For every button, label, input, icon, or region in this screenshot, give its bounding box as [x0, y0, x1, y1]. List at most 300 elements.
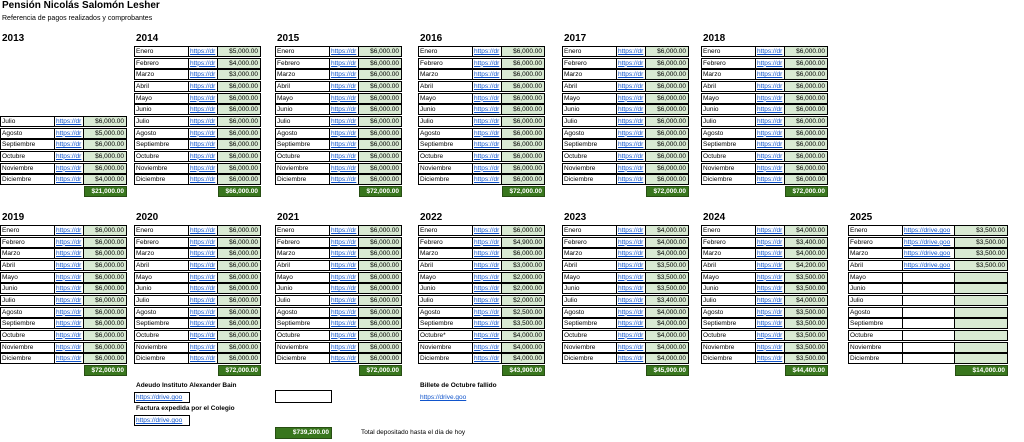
- receipt-link[interactable]: https://dr: [330, 260, 359, 271]
- receipt-link[interactable]: https://dr: [189, 93, 218, 104]
- month-cell: Marzo: [418, 248, 473, 259]
- month-cell: Octubre: [134, 151, 189, 162]
- amount-cell: $6,000.00: [359, 353, 402, 364]
- amount-cell: $6,000.00: [359, 174, 402, 185]
- receipt-link[interactable]: https://dr: [55, 318, 84, 329]
- receipt-link[interactable]: https://drive.goo: [903, 237, 955, 248]
- amount-cell: $6,000.00: [218, 353, 261, 364]
- receipt-link[interactable]: https://dr: [330, 295, 359, 306]
- receipt-link[interactable]: https://dr: [617, 116, 646, 127]
- receipt-link[interactable]: https://dr: [189, 58, 218, 69]
- month-cell: Julio: [418, 295, 473, 306]
- month-cell: Junio: [134, 104, 189, 115]
- amount-cell: $6,000.00: [502, 174, 545, 185]
- receipt-link[interactable]: https://dr: [330, 128, 359, 139]
- receipt-link[interactable]: https://dr: [473, 151, 502, 162]
- month-cell: Junio: [848, 283, 903, 294]
- receipt-link[interactable]: https://dr: [756, 225, 785, 236]
- month-cell: Diciembre: [0, 353, 55, 364]
- receipt-link[interactable]: https://dr: [617, 225, 646, 236]
- receipt-link[interactable]: https://dr: [189, 225, 218, 236]
- amount-cell: $6,000.00: [785, 81, 828, 92]
- month-cell: Octubre*: [418, 330, 473, 341]
- receipt-link[interactable]: https://dr: [756, 330, 785, 341]
- receipt-link[interactable]: [903, 307, 955, 318]
- receipt-link[interactable]: https://dr: [55, 248, 84, 259]
- month-cell: Mayo: [134, 93, 189, 104]
- receipt-link[interactable]: https://drive.goo: [903, 225, 955, 236]
- amount-cell: $6,000.00: [218, 81, 261, 92]
- grand-total-label: Total depositado hasta el día de hoy: [361, 429, 466, 436]
- receipt-link[interactable]: [903, 330, 955, 341]
- receipt-link[interactable]: https://dr: [473, 342, 502, 353]
- amount-cell: $6,000.00: [359, 295, 402, 306]
- receipt-link[interactable]: https://dr: [189, 69, 218, 80]
- amount-cell: $4,000.00: [646, 307, 689, 318]
- billete-label: Billete de Octubre fallido: [420, 382, 497, 389]
- receipt-link[interactable]: https://dr: [55, 330, 84, 341]
- month-cell: Junio: [275, 104, 330, 115]
- receipt-link[interactable]: https://dr: [617, 128, 646, 139]
- month-cell: Diciembre: [418, 174, 473, 185]
- month-cell: Noviembre: [134, 163, 189, 174]
- amount-cell: $4,000.00: [502, 353, 545, 364]
- amount-cell: $6,000.00: [84, 295, 127, 306]
- receipt-link[interactable]: https://dr: [617, 237, 646, 248]
- month-cell: Junio: [701, 104, 756, 115]
- receipt-link[interactable]: [903, 342, 955, 353]
- receipt-link[interactable]: https://dr: [330, 93, 359, 104]
- receipt-link[interactable]: https://dr: [617, 81, 646, 92]
- receipt-link[interactable]: https://dr: [756, 163, 785, 174]
- month-cell: Abril: [701, 260, 756, 271]
- receipt-link[interactable]: https://dr: [189, 318, 218, 329]
- month-cell: Septiembre: [562, 139, 617, 150]
- month-cell: Junio: [701, 283, 756, 294]
- receipt-link[interactable]: https://dr: [617, 248, 646, 259]
- amount-cell: $6,000.00: [359, 248, 402, 259]
- receipt-link[interactable]: https://dr: [617, 151, 646, 162]
- receipt-link[interactable]: https://dr: [189, 248, 218, 259]
- month-cell: Julio: [0, 116, 55, 127]
- receipt-link[interactable]: https://dr: [473, 104, 502, 115]
- receipt-link[interactable]: https://drive.goo: [903, 260, 955, 271]
- adeudo-link-cell[interactable]: [134, 392, 190, 403]
- receipt-link[interactable]: https://dr: [756, 46, 785, 57]
- receipt-link[interactable]: https://dr: [330, 69, 359, 80]
- month-cell: Agosto: [0, 307, 55, 318]
- receipt-link[interactable]: https://dr: [473, 174, 502, 185]
- receipt-link[interactable]: https://dr: [330, 58, 359, 69]
- receipt-link[interactable]: https://dr: [330, 225, 359, 236]
- receipt-link[interactable]: https://dr: [473, 295, 502, 306]
- receipt-link[interactable]: https://dr: [55, 237, 84, 248]
- amount-cell: $6,000.00: [646, 163, 689, 174]
- receipt-link[interactable]: https://dr: [756, 283, 785, 294]
- month-cell: Diciembre: [562, 174, 617, 185]
- year-heading-2019: 2019: [2, 212, 25, 223]
- year-heading-2015: 2015: [277, 33, 300, 44]
- receipt-link[interactable]: https://dr: [617, 46, 646, 57]
- receipt-link[interactable]: https://dr: [189, 307, 218, 318]
- receipt-link[interactable]: [903, 295, 955, 306]
- receipt-link[interactable]: https://dr: [473, 69, 502, 80]
- receipt-link[interactable]: https://dr: [189, 174, 218, 185]
- receipt-link[interactable]: https://dr: [756, 151, 785, 162]
- receipt-link[interactable]: https://dr: [756, 104, 785, 115]
- month-cell: Marzo: [134, 69, 189, 80]
- receipt-link[interactable]: https://dr: [473, 139, 502, 150]
- amount-cell: [955, 330, 1008, 341]
- receipt-link[interactable]: https://dr: [473, 318, 502, 329]
- receipt-link[interactable]: https://dr: [330, 81, 359, 92]
- amount-cell: $3,500.00: [955, 248, 1008, 259]
- amount-cell: $6,000.00: [218, 104, 261, 115]
- receipt-link[interactable]: https://dr: [189, 116, 218, 127]
- receipt-link[interactable]: https://dr: [189, 295, 218, 306]
- receipt-link[interactable]: https://dr: [330, 139, 359, 150]
- month-cell: Octubre: [275, 330, 330, 341]
- receipt-link[interactable]: https://dr: [330, 104, 359, 115]
- receipt-link[interactable]: https://dr: [55, 307, 84, 318]
- receipt-link[interactable]: https://dr: [756, 272, 785, 283]
- receipt-link[interactable]: https://dr: [55, 116, 84, 127]
- receipt-link[interactable]: https://dr: [189, 272, 218, 283]
- month-cell: Octubre: [848, 330, 903, 341]
- receipt-link[interactable]: https://dr: [756, 342, 785, 353]
- amount-cell: $6,000.00: [359, 260, 402, 271]
- receipt-link[interactable]: https://dr: [617, 139, 646, 150]
- amount-cell: $6,000.00: [785, 58, 828, 69]
- month-cell: Diciembre: [418, 353, 473, 364]
- amount-cell: $3,500.00: [955, 260, 1008, 271]
- month-cell: Noviembre: [562, 342, 617, 353]
- amount-cell: $6,000.00: [359, 128, 402, 139]
- amount-cell: $4,000.00: [646, 330, 689, 341]
- receipt-link[interactable]: https://dr: [330, 307, 359, 318]
- receipt-link[interactable]: [903, 318, 955, 329]
- receipt-link[interactable]: https://dr: [617, 330, 646, 341]
- receipt-link[interactable]: https://dr: [189, 237, 218, 248]
- receipt-link[interactable]: https://dr: [189, 104, 218, 115]
- receipt-link[interactable]: https://dr: [189, 151, 218, 162]
- amount-cell: $3,000.00: [218, 69, 261, 80]
- receipt-link[interactable]: https://dr: [330, 248, 359, 259]
- year-total-2018: $72,000.00: [785, 186, 828, 197]
- receipt-link[interactable]: https://dr: [330, 342, 359, 353]
- amount-cell: $4,000.00: [646, 342, 689, 353]
- receipt-link[interactable]: https://dr: [330, 116, 359, 127]
- month-cell: Agosto: [848, 307, 903, 318]
- month-cell: Marzo: [562, 69, 617, 80]
- receipt-link[interactable]: https://dr: [756, 93, 785, 104]
- receipt-link[interactable]: https://dr: [55, 260, 84, 271]
- receipt-link[interactable]: https://dr: [330, 174, 359, 185]
- amount-cell: $3,500.00: [646, 260, 689, 271]
- receipt-link[interactable]: https://dr: [473, 272, 502, 283]
- receipt-link[interactable]: [903, 283, 955, 294]
- amount-cell: $6,000.00: [646, 174, 689, 185]
- amount-cell: [955, 307, 1008, 318]
- month-cell: Febrero: [418, 237, 473, 248]
- receipt-link[interactable]: https://dr: [617, 272, 646, 283]
- amount-cell: $6,000.00: [502, 116, 545, 127]
- amount-cell: $6,000.00: [84, 260, 127, 271]
- month-cell: Junio: [275, 283, 330, 294]
- adeudo-link[interactable]: https://drive.goo: [136, 394, 183, 401]
- month-cell: Mayo: [848, 272, 903, 283]
- receipt-link[interactable]: https://dr: [330, 46, 359, 57]
- amount-cell: $6,000.00: [218, 225, 261, 236]
- amount-cell: $3,500.00: [785, 283, 828, 294]
- receipt-link[interactable]: https://dr: [617, 58, 646, 69]
- receipt-link[interactable]: https://dr: [473, 93, 502, 104]
- amount-cell: $6,000.00: [218, 272, 261, 283]
- receipt-link[interactable]: https://dr: [55, 342, 84, 353]
- receipt-link[interactable]: https://dr: [330, 163, 359, 174]
- receipt-link[interactable]: https://dr: [330, 283, 359, 294]
- receipt-link[interactable]: https://dr: [617, 69, 646, 80]
- receipt-link[interactable]: https://dr: [756, 237, 785, 248]
- factura-link[interactable]: https://drive.goo: [136, 417, 183, 424]
- receipt-link[interactable]: https://dr: [55, 139, 84, 150]
- amount-cell: $6,000.00: [359, 116, 402, 127]
- receipt-link[interactable]: https://dr: [756, 260, 785, 271]
- receipt-link[interactable]: https://dr: [756, 81, 785, 92]
- amount-cell: $6,000.00: [502, 139, 545, 150]
- amount-cell: [955, 318, 1008, 329]
- month-cell: Diciembre: [701, 353, 756, 364]
- receipt-link[interactable]: https://dr: [756, 318, 785, 329]
- receipt-link[interactable]: https://dr: [617, 295, 646, 306]
- year-heading-2025: 2025: [850, 212, 873, 223]
- receipt-link[interactable]: https://dr: [189, 139, 218, 150]
- year-total-2014: $66,000.00: [218, 186, 261, 197]
- amount-cell: $6,000.00: [218, 163, 261, 174]
- receipt-link[interactable]: https://dr: [617, 104, 646, 115]
- month-cell: Agosto: [701, 128, 756, 139]
- receipt-link[interactable]: https://dr: [756, 116, 785, 127]
- month-cell: Abril: [418, 81, 473, 92]
- amount-cell: $6,000.00: [218, 342, 261, 353]
- amount-cell: $6,000.00: [84, 318, 127, 329]
- month-cell: Abril: [418, 260, 473, 271]
- amount-cell: $6,000.00: [502, 163, 545, 174]
- month-cell: Mayo: [418, 93, 473, 104]
- amount-cell: $4,900.00: [502, 237, 545, 248]
- month-cell: Septiembre: [418, 139, 473, 150]
- receipt-link[interactable]: https://dr: [330, 330, 359, 341]
- month-cell: Marzo: [701, 248, 756, 259]
- amount-cell: $6,000.00: [502, 46, 545, 57]
- receipt-link[interactable]: https://dr: [756, 69, 785, 80]
- receipt-link[interactable]: https://dr: [617, 93, 646, 104]
- month-cell: Enero: [701, 225, 756, 236]
- receipt-link[interactable]: https://dr: [189, 283, 218, 294]
- receipt-link[interactable]: https://dr: [617, 283, 646, 294]
- year-heading-2014: 2014: [136, 33, 159, 44]
- year-total-2023: $45,900.00: [646, 365, 689, 376]
- amount-cell: $4,000.00: [785, 225, 828, 236]
- receipt-link[interactable]: https://dr: [473, 248, 502, 259]
- month-cell: Septiembre: [562, 318, 617, 329]
- year-total-2016: $72,000.00: [502, 186, 545, 197]
- receipt-link[interactable]: https://dr: [617, 342, 646, 353]
- month-cell: Noviembre: [562, 163, 617, 174]
- receipt-link[interactable]: https://dr: [473, 283, 502, 294]
- month-cell: Marzo: [562, 248, 617, 259]
- month-cell: Marzo: [275, 69, 330, 80]
- receipt-link[interactable]: https://dr: [473, 330, 502, 341]
- month-cell: Julio: [701, 295, 756, 306]
- amount-cell: $6,000.00: [785, 151, 828, 162]
- amount-cell: $4,000.00: [218, 58, 261, 69]
- receipt-link[interactable]: https://dr: [55, 128, 84, 139]
- amount-cell: $2,000.00: [502, 283, 545, 294]
- receipt-link[interactable]: https://dr: [55, 225, 84, 236]
- receipt-link[interactable]: https://dr: [617, 174, 646, 185]
- month-cell: Mayo: [418, 272, 473, 283]
- receipt-link[interactable]: https://dr: [756, 307, 785, 318]
- receipt-link[interactable]: https://dr: [189, 353, 218, 364]
- amount-cell: $3,500.00: [646, 283, 689, 294]
- receipt-link[interactable]: https://dr: [330, 151, 359, 162]
- amount-cell: $3,500.00: [785, 318, 828, 329]
- empty-selected-cell[interactable]: [275, 390, 332, 403]
- receipt-link[interactable]: https://dr: [55, 283, 84, 294]
- month-cell: Enero: [275, 225, 330, 236]
- receipt-link[interactable]: https://dr: [473, 260, 502, 271]
- month-cell: Agosto: [0, 128, 55, 139]
- amount-cell: $6,000.00: [785, 69, 828, 80]
- month-cell: Marzo: [848, 248, 903, 259]
- receipt-link[interactable]: https://dr: [55, 295, 84, 306]
- receipt-link[interactable]: https://dr: [473, 116, 502, 127]
- receipt-link[interactable]: https://dr: [55, 151, 84, 162]
- month-cell: Junio: [418, 104, 473, 115]
- amount-cell: $2,000.00: [502, 295, 545, 306]
- amount-cell: $6,000.00: [84, 307, 127, 318]
- amount-cell: $6,000.00: [359, 104, 402, 115]
- receipt-link[interactable]: https://dr: [189, 260, 218, 271]
- month-cell: Febrero: [134, 237, 189, 248]
- receipt-link[interactable]: https://dr: [473, 225, 502, 236]
- amount-cell: $6,000.00: [359, 342, 402, 353]
- receipt-link[interactable]: https://dr: [756, 139, 785, 150]
- receipt-link[interactable]: https://dr: [189, 163, 218, 174]
- amount-cell: [955, 353, 1008, 364]
- receipt-link[interactable]: https://dr: [617, 307, 646, 318]
- month-cell: Diciembre: [275, 353, 330, 364]
- month-cell: Abril: [134, 260, 189, 271]
- receipt-link[interactable]: https://dr: [473, 237, 502, 248]
- month-cell: Abril: [275, 81, 330, 92]
- receipt-link[interactable]: https://dr: [617, 260, 646, 271]
- receipt-link[interactable]: https://dr: [189, 128, 218, 139]
- amount-cell: $6,000.00: [359, 69, 402, 80]
- month-cell: Julio: [134, 116, 189, 127]
- receipt-link[interactable]: https://dr: [55, 174, 84, 185]
- receipt-link[interactable]: https://dr: [473, 128, 502, 139]
- amount-cell: $6,000.00: [218, 283, 261, 294]
- receipt-link[interactable]: https://dr: [756, 353, 785, 364]
- month-cell: Noviembre: [701, 163, 756, 174]
- receipt-link[interactable]: https://dr: [473, 353, 502, 364]
- amount-cell: $6,000.00: [785, 174, 828, 185]
- receipt-link[interactable]: https://dr: [473, 46, 502, 57]
- year-heading-2021: 2021: [277, 212, 300, 223]
- month-cell: Septiembre: [275, 318, 330, 329]
- month-cell: Enero: [562, 225, 617, 236]
- receipt-link[interactable]: https://dr: [473, 163, 502, 174]
- receipt-link[interactable]: https://dr: [55, 272, 84, 283]
- month-cell: Diciembre: [848, 353, 903, 364]
- month-cell: Diciembre: [134, 353, 189, 364]
- month-cell: Octubre: [562, 151, 617, 162]
- receipt-link[interactable]: https://dr: [330, 318, 359, 329]
- receipt-link[interactable]: https://dr: [617, 318, 646, 329]
- receipt-link[interactable]: https://dr: [189, 342, 218, 353]
- receipt-link[interactable]: https://dr: [756, 174, 785, 185]
- billete-link[interactable]: https://drive.goo: [420, 394, 467, 401]
- receipt-link[interactable]: https://dr: [189, 81, 218, 92]
- receipt-link[interactable]: [903, 272, 955, 283]
- amount-cell: $6,000.00: [785, 139, 828, 150]
- factura-link-cell[interactable]: [134, 415, 190, 426]
- receipt-link[interactable]: https://dr: [55, 163, 84, 174]
- amount-cell: $4,000.00: [785, 295, 828, 306]
- receipt-link[interactable]: https://dr: [189, 46, 218, 57]
- amount-cell: $6,000.00: [218, 139, 261, 150]
- receipt-link[interactable]: https://dr: [330, 237, 359, 248]
- amount-cell: $4,000.00: [646, 237, 689, 248]
- receipt-link[interactable]: https://dr: [756, 248, 785, 259]
- month-cell: Noviembre: [275, 342, 330, 353]
- receipt-link[interactable]: https://dr: [617, 163, 646, 174]
- year-total-2013: $21,000.00: [84, 186, 127, 197]
- month-cell: Noviembre: [134, 342, 189, 353]
- receipt-link[interactable]: https://dr: [473, 81, 502, 92]
- receipt-link[interactable]: https://dr: [756, 128, 785, 139]
- receipt-link[interactable]: https://dr: [756, 295, 785, 306]
- amount-cell: [955, 272, 1008, 283]
- receipt-link[interactable]: https://dr: [330, 272, 359, 283]
- receipt-link[interactable]: https://dr: [473, 307, 502, 318]
- amount-cell: $3,500.00: [785, 353, 828, 364]
- receipt-link[interactable]: https://dr: [473, 58, 502, 69]
- amount-cell: $3,500.00: [646, 272, 689, 283]
- month-cell: Febrero: [848, 237, 903, 248]
- amount-cell: $4,000.00: [646, 248, 689, 259]
- receipt-link[interactable]: https://dr: [55, 353, 84, 364]
- year-total-2017: $72,000.00: [646, 186, 689, 197]
- year-heading-2020: 2020: [136, 212, 159, 223]
- amount-cell: $6,000.00: [359, 139, 402, 150]
- receipt-link[interactable]: https://drive.goo: [903, 248, 955, 259]
- receipt-link[interactable]: [903, 353, 955, 364]
- month-cell: Junio: [418, 283, 473, 294]
- amount-cell: $6,000.00: [359, 283, 402, 294]
- amount-cell: $6,000.00: [84, 116, 127, 127]
- receipt-link[interactable]: https://dr: [189, 330, 218, 341]
- receipt-link[interactable]: https://dr: [330, 353, 359, 364]
- receipt-link[interactable]: https://dr: [617, 353, 646, 364]
- amount-cell: $6,000.00: [359, 237, 402, 248]
- month-cell: Febrero: [134, 58, 189, 69]
- receipt-link[interactable]: https://dr: [756, 58, 785, 69]
- amount-cell: $6,000.00: [218, 151, 261, 162]
- factura-label: Factura expedida por el Colegio: [136, 405, 235, 412]
